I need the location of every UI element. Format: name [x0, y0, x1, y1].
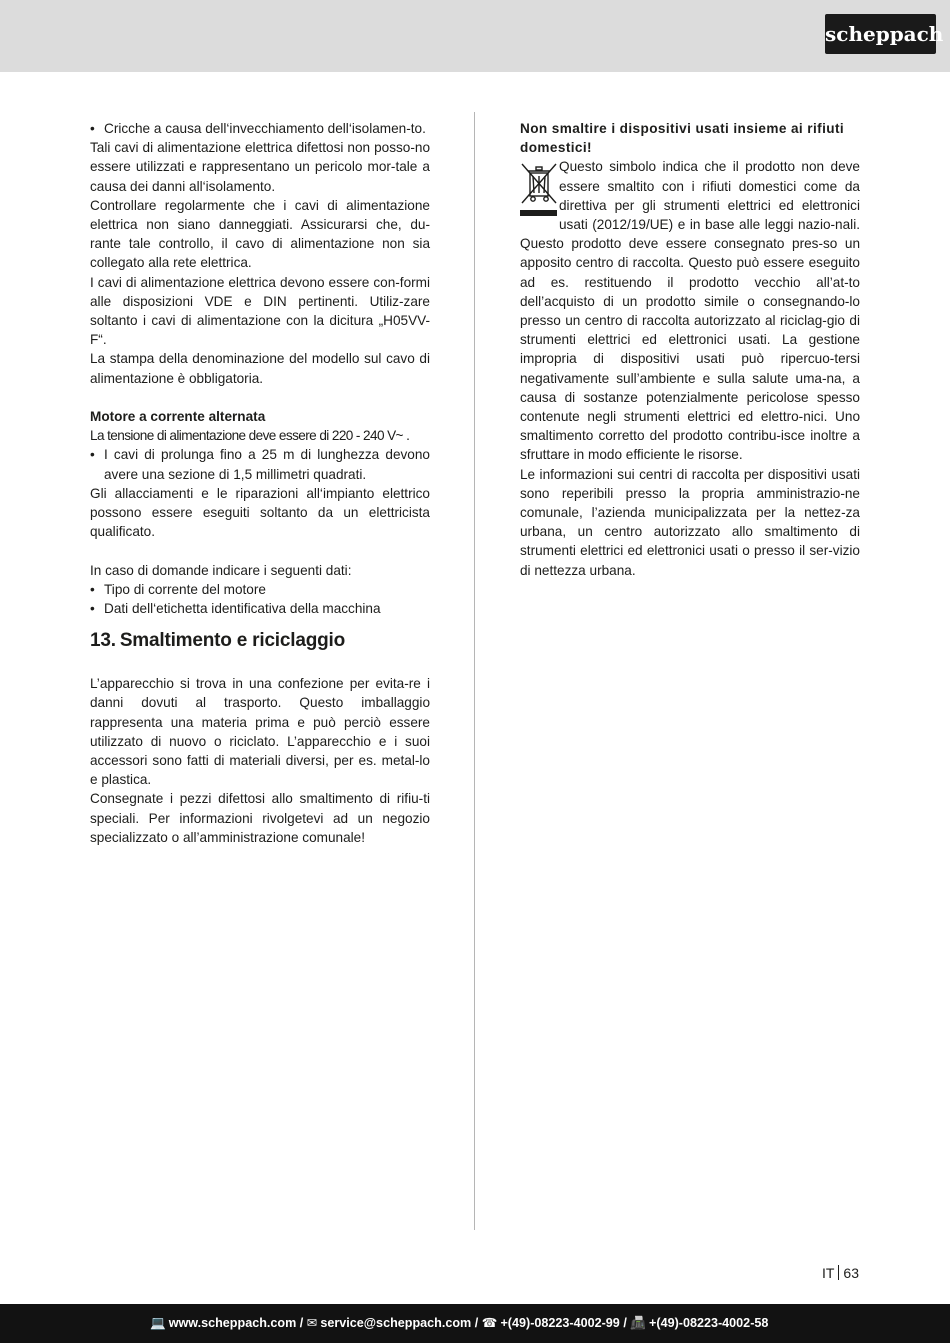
fax-icon: 📠 [630, 1316, 647, 1330]
crossed-out-wheelie-bin-icon [519, 159, 559, 219]
footer-separator: / [619, 1316, 631, 1330]
paragraph-questions: In caso di domande indicare i seguenti dati: [90, 562, 352, 578]
weee-block [520, 157, 860, 464]
bullet-cracks [90, 119, 430, 138]
section-title [90, 628, 430, 654]
footer-band [0, 1304, 950, 1343]
logo-text: scheppach [825, 22, 944, 46]
page-number [760, 1264, 859, 1282]
section-number: 13. [90, 630, 116, 652]
bullet-extension-cables [90, 445, 430, 483]
page-number-value: 63 [843, 1265, 859, 1281]
computer-icon: 💻 [150, 1316, 166, 1330]
footer-separator: / [471, 1316, 482, 1330]
bullet-nameplate [90, 599, 430, 618]
weee-heading: Non smaltire i dispositivi usati insieme ai rifiuti domestici! [520, 121, 845, 156]
footer-phone[interactable]: +(49)-08223-4002-99 [500, 1316, 620, 1330]
footer-contacts [150, 1304, 950, 1343]
bullet-marker: • [90, 581, 95, 597]
paragraph-electrician: Gli allacciamenti e le riparazioni all‘impianto elettrico possono essere eseguiti soltanto da un elettricista qualificato. [90, 485, 430, 540]
paragraph-defective-parts: Consegnate i pezzi difettosi allo smaltimento di rifiu-ti speciali. Per informazioni rivolgetevi ad un negozio specializzato o all’amministrazione comunale! [90, 791, 430, 845]
bullet-marker: • [90, 447, 95, 463]
paragraph-check-cables: Controllare regolarmente che i cavi di alimentazione elettrica non siano danneggiati. Assicurarsi che, du-rante tale controllo, il cavo di alimentazione non sia collegato alla rete elettrica. [90, 197, 430, 271]
motor-heading: Motore a corrente alternata [90, 409, 266, 425]
paragraph-model-print: La stampa della denominazione del modello sul cavo di alimentazione è obbligatoria. [90, 351, 430, 386]
bullet-text: Cricche a causa dell‘invecchiamento dell‘isolamen-to. [104, 121, 426, 136]
paragraph-defective-cables: Tali cavi di alimentazione elettrica difettosi non posso-no essere utilizzati e rappresentano un pericolo mor-tale a causa dei danni all‘isolamento. [90, 140, 430, 194]
bullet-motor-current [90, 580, 430, 599]
footer-email[interactable]: service@scheppach.com [320, 1316, 472, 1330]
footer-separator: / [296, 1316, 307, 1330]
paragraph-weee-symbol: Questo simbolo indica che il prodotto non deve essere smaltito con i rifiuti domestici come da direttiva per gli strumenti elettrici ed elettronici usati (2012/19/UE) e in base alle leggi nazio-nali. Questo prodotto deve essere consegnato pres-so un apposito centro di raccolta. Questo può essere eseguito ad es. restituendo il prodotto vecchio all’at-to dell’acquisto di un prodotto simile o consegnando-lo presso un centro di raccolta autorizzato al riciclag-gio di strumenti elettrici ed elettronici usati. La gestione impropria di dispositivi usati può ripercuo-tersi negativamente sull’ambiente e sulla salute uma-na, a causa di sostanze potenzialmente pericolose spesso contenute negli strumenti elettrici ed elettro-nici. Uno smaltimento corretto del prodotto contribu-isce inoltre a sfruttare in modo efficiente le risorse. [520, 159, 860, 463]
phone-icon: ☎ [481, 1316, 498, 1330]
mail-icon: ✉ [306, 1316, 318, 1330]
column-divider [474, 112, 475, 1230]
language-code: IT [821, 1265, 835, 1281]
paragraph-packaging: L’apparecchio si trova in una confezione per evita-re i danni dovuti al trasporto. Questo imballaggio rappresenta una materia prima e può perciò essere utilizzato di nuovo o riciclato. L’apparecchio e i suoi accessori sono fatti di materiali diversi, per es. metal-lo e plastica. [90, 676, 430, 788]
paragraph-collection-centers: Le informazioni sui centri di raccolta per dispositivi usati sono reperibili presso la propria amministrazio-ne comunale, l’azienda municipalizzata per la nettez-za urbana, un centro autorizzato allo smaltimento di strumenti elettrici ed elettronici usati o presso il ser-vizio di nettezza urbana. [520, 466, 860, 578]
header-band [0, 0, 950, 72]
left-column [90, 119, 430, 847]
footer-website[interactable]: www.scheppach.com [168, 1316, 297, 1330]
paragraph-voltage: La tensione di alimentazione deve essere di 220 - 240 V~ . [90, 428, 410, 444]
page-separator [838, 1265, 839, 1280]
bullet-text: I cavi di prolunga fino a 25 m di lunghezza devono avere una sezione di 1,5 millimetri quadrati. [104, 447, 430, 482]
bullet-marker: • [90, 121, 95, 136]
bullet-marker: • [90, 601, 95, 617]
bullet-text: Tipo di corrente del motore [104, 581, 266, 597]
section-title-text: Smaltimento e riciclaggio [119, 630, 345, 652]
scheppach-logo [825, 14, 944, 54]
footer-fax: +(49)-08223-4002-58 [649, 1316, 769, 1330]
bullet-text: Dati dell‘etichetta identificativa della macchina [104, 601, 381, 617]
paragraph-vde-din: I cavi di alimentazione elettrica devono essere con-formi alle disposizioni VDE e DIN pertinenti. Utiliz-zare soltanto i cavi di alimentazione con la dicitura „H05VV-F“. [90, 274, 430, 348]
right-column [520, 119, 860, 580]
